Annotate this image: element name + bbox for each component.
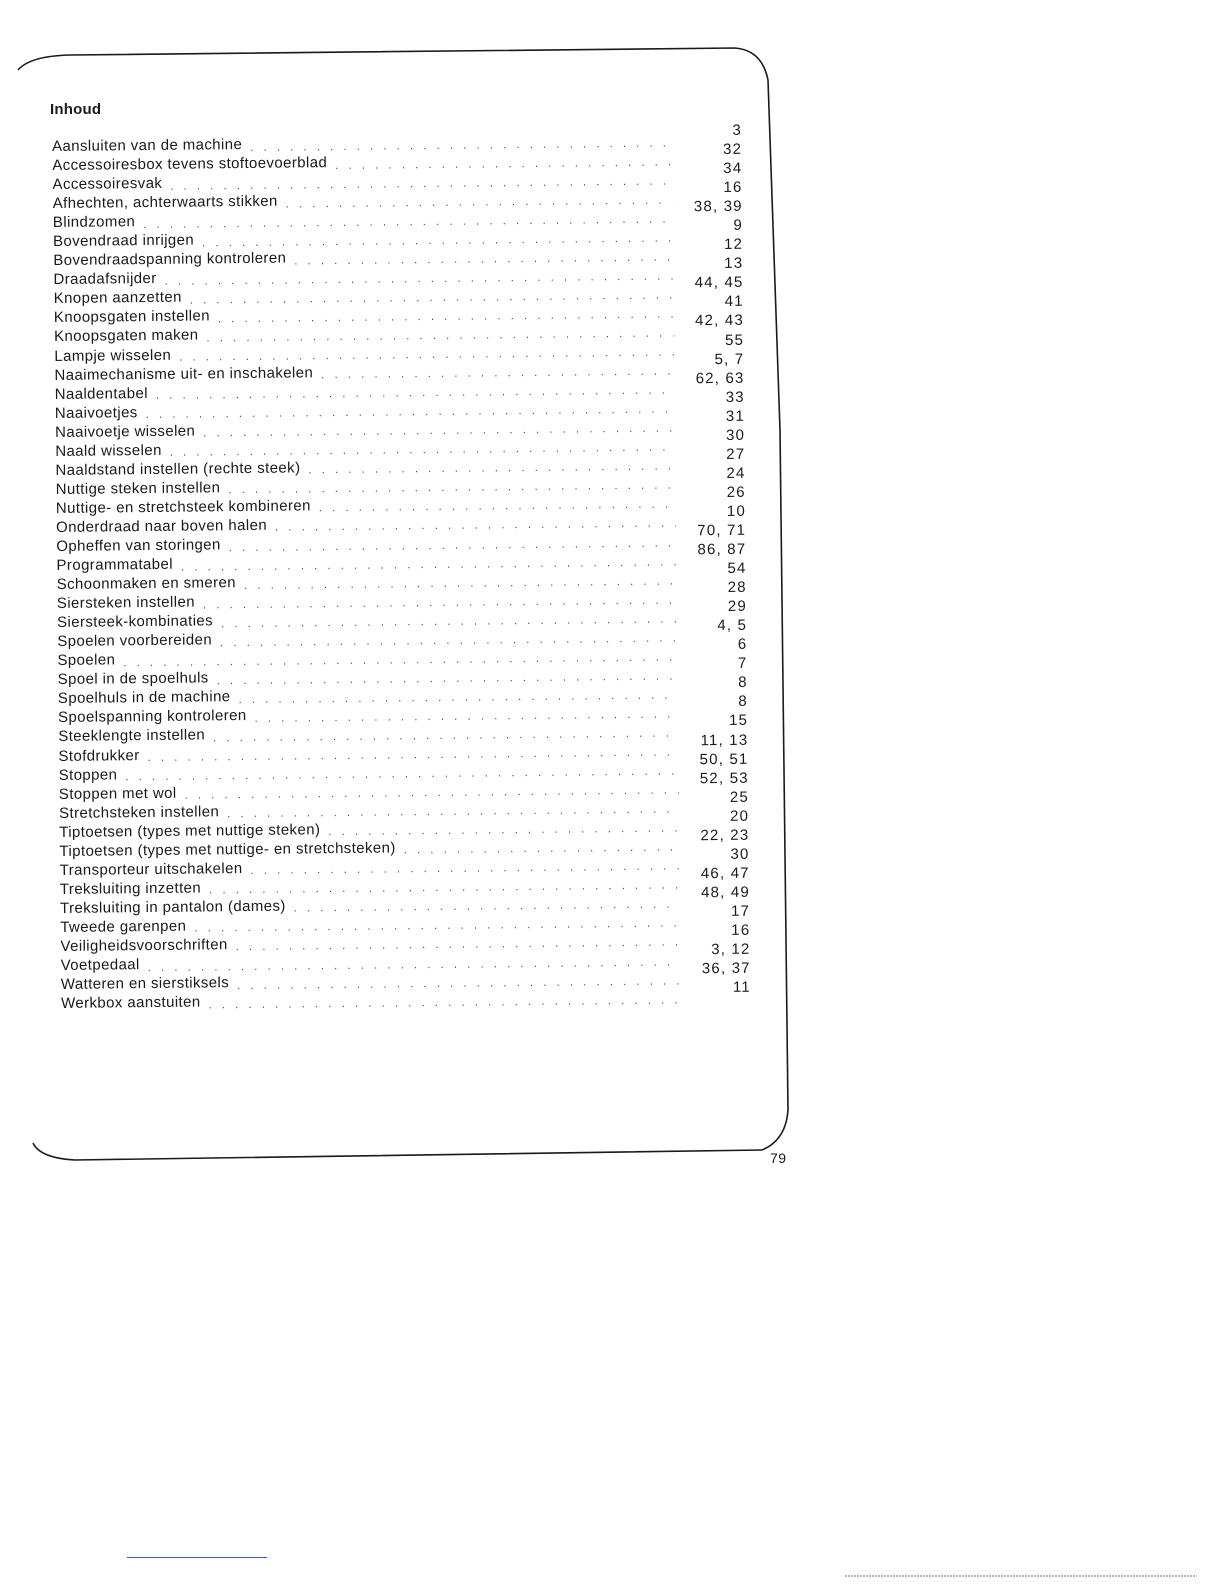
toc-entry-page: 41 [724,293,744,311]
toc-entry-label: Nuttige- en stretchsteek kombineren [55,497,311,517]
toc-entry-label: Spoelspanning kontroleren [57,707,247,727]
toc-entry-page: 70, 71 [697,521,747,540]
toc-entry-page: 44, 45 [694,274,744,292]
toc-entry-label: Lampje wisselen [54,346,172,365]
toc-entry-page: 52, 53 [699,769,749,787]
toc-entry-page: 48, 49 [700,883,751,902]
toc-entry-page: 15 [728,712,749,730]
toc-entry-label: Werkbox aanstuiten [60,993,201,1013]
toc-entry-page: 34 [723,159,743,178]
toc-entry-page: 22, 23 [700,826,750,844]
toc-entry-page: 28 [727,578,747,597]
toc-entry-label: Afhechten, achterwaarts stikken [52,192,278,213]
toc-entry-page: 13 [724,255,744,273]
toc-entry-page: 38, 39 [693,197,743,216]
toc-entry-page: 9 [733,217,744,235]
toc-entry-label: Blindzomen [52,213,136,232]
toc-entry-label: Veiligheidsvoorschriften [60,936,228,955]
toc-entry-label: Programmatabel [56,555,174,575]
toc-entry-page: 46, 47 [700,864,750,883]
toc-entry-page: 30 [725,426,746,444]
toc-entry-page: 42, 43 [694,312,745,330]
toc-entry-page: 31 [725,407,746,425]
toc-entry-page: 4, 5 [717,616,748,635]
toc-entry-label: Bovendraadspanning kontroleren [53,249,287,270]
toc-entry-label: Draadafsnijder [53,270,157,289]
toc-entry-page: 3 [732,121,743,139]
toc-entry-label: Naaivoetjes [54,403,138,422]
dot-leader [404,843,680,857]
toc-entry-page: 25 [729,788,750,806]
toc-entry-label: Knopen aanzetten [53,289,182,308]
toc-entry-label: Accessoiresbox tevens stoftoevoerblad [52,154,328,175]
toc-entry-page: 24 [726,464,746,482]
toc-entry-label: Stofdrukker [58,746,140,765]
toc-entry-label: Transporteur uitschakelen [59,859,243,879]
toc-entry-label: Onderdraad naar boven halen [55,516,268,536]
toc-entry-page: 86, 87 [697,540,747,559]
toc-entry-page: 20 [729,807,750,825]
toc-entry-label: Opheffen van storingen [56,536,221,555]
toc-entry-label: Tiptoetsen (types met nuttige steken) [59,820,321,841]
toc-entry-label: Siersteken instellen [56,593,196,613]
toc-entry-label: Voetpedaal [60,956,140,974]
toc-entry-label: Tiptoetsen (types met nuttige- en stretchsteken) [59,839,396,860]
toc-entry-page: 10 [726,502,747,520]
toc-entry-page: 32 [722,140,743,159]
toc-entry-label: Naaivoetje wisselen [54,422,196,441]
toc-entry-label: Spoelen voorbereiden [57,631,213,651]
toc-entry-label: Schoonmaken en smeren [56,574,237,594]
toc-entry-label: Treksluiting in pantalon (dames) [59,897,286,917]
toc-entry-page: 6 [737,636,748,654]
toc-entry-page: 8 [738,693,749,711]
toc-entry-page: 50, 51 [699,750,749,768]
scan-artifact-dotted-line [845,1575,1197,1577]
toc-entry-label: Knoopsgaten maken [53,326,199,346]
toc-entry-label: Treksluiting inzetten [59,879,202,898]
toc-entry-page: 7 [737,655,748,673]
toc-entry-label: Naaldentabel [54,384,148,403]
toc-entry-label: Naaimechanisme uit- en inschakelen [54,363,314,384]
bottom-border-line [33,1143,762,1160]
toc-entry-label: Stoppen met wol [58,784,177,803]
toc-entry-label: Spoel in de spoelhuls [57,669,209,689]
toc-entry-page: 54 [727,559,747,578]
toc-entry-label: Spoelen [57,651,116,670]
toc-entry-label: Naaldstand instellen (rechte steek) [55,459,301,479]
toc-entry-page: 16 [723,178,743,197]
toc-entry-page: 30 [730,845,750,863]
page-number: 79 [770,1150,787,1166]
toc-entry-page: 11 [732,978,752,997]
toc-entry-page: 16 [731,921,751,939]
toc-entry-page: 3, 12 [711,940,751,959]
toc-entry-page: 55 [724,331,745,349]
toc-entry-page: 33 [725,388,745,406]
right-border-line [762,80,788,1150]
toc-entry-label: Watteren en sierstiksels [60,974,230,994]
toc-entry-page: 8 [738,674,748,692]
toc-entry-page: 62, 63 [695,369,745,387]
page-title: Inhoud [50,101,102,118]
toc-entry-label: Knoopsgaten instellen [53,307,210,327]
toc-entry-label: Tweede garenpen [60,917,187,936]
toc-entry-label: Stoppen [58,765,118,784]
toc-entry-label: Accessoiresvak [52,174,163,194]
toc-entry-label: Aansluiten van de machine [52,136,243,155]
top-border-line [18,48,768,80]
toc-entry-page: 29 [727,597,748,616]
toc-entry-page: 36, 37 [701,959,751,978]
toc-entry-label: Naald wisselen [55,441,162,460]
toc-entry-page: 26 [726,483,746,501]
toc-entry-page: 17 [730,902,751,920]
toc-entry-page: 5, 7 [714,350,745,368]
toc-entry-label: Nuttige steken instellen [55,479,221,498]
table-of-contents [52,121,752,1014]
scan-artifact-line [127,1557,267,1558]
toc-entry-label: Steeklengte instellen [58,726,206,746]
toc-entry-label: Siersteek-kombinaties [56,612,214,632]
toc-entry-page: 27 [726,445,746,463]
toc-entry-label: Bovendraad inrijgen [52,231,195,251]
toc-entry-page: 12 [723,236,744,254]
toc-entry-label: Spoelhuls in de machine [57,688,231,708]
dot-leader [209,995,682,1011]
toc-entry-label: Stretchsteken instellen [58,802,220,822]
toc-entry-page: 11, 13 [700,731,749,749]
